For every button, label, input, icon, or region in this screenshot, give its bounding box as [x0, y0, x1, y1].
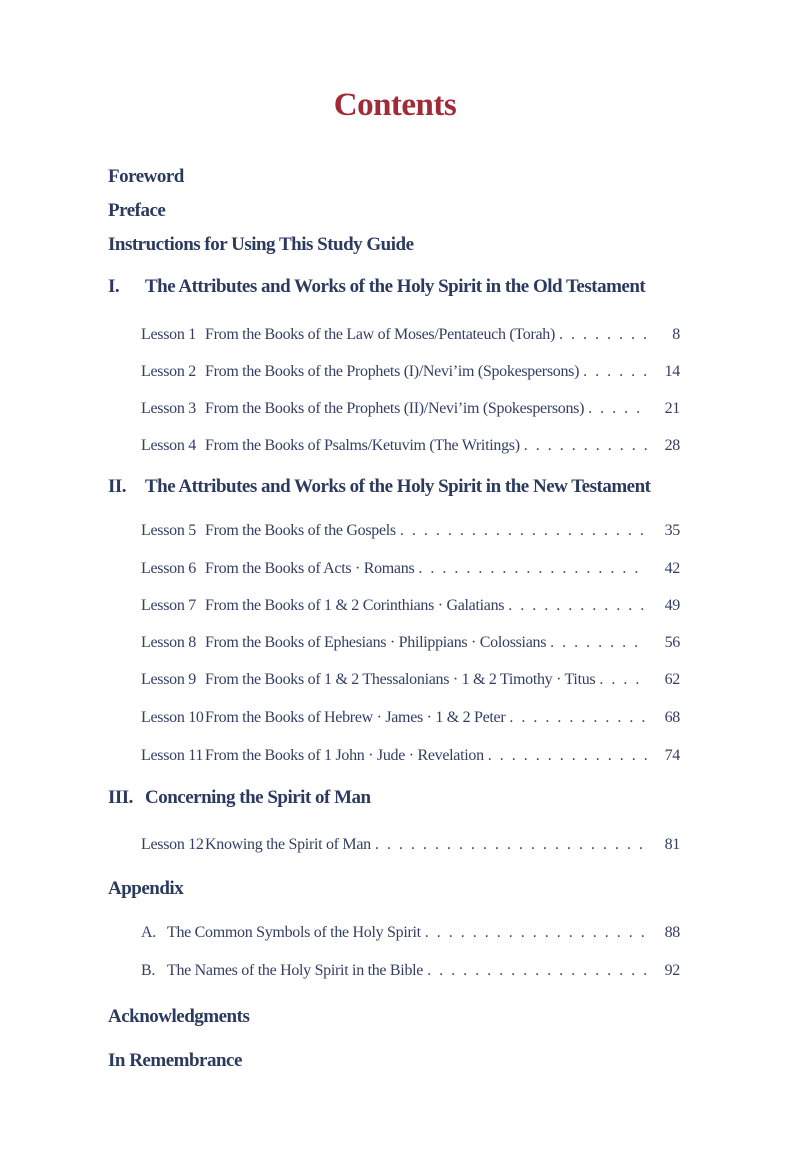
dot-leader — [427, 961, 647, 980]
page-number: 62 — [664, 671, 680, 688]
dot-leader — [488, 746, 647, 765]
lesson-title: From the Books of 1 & 2 Thessalonians · 1 & 2 Timothy · Titus — [205, 671, 596, 688]
page-number: 92 — [664, 962, 680, 979]
entry-label: Acknowledgments — [108, 1006, 250, 1027]
toc-entry-lesson-12 — [141, 835, 680, 854]
dot-leader — [550, 633, 647, 652]
page-title: Contents — [333, 87, 457, 123]
toc-entry-lesson-8 — [141, 633, 680, 652]
appendix-item-label: B. — [141, 962, 156, 979]
lesson-label: Lesson 10 — [141, 709, 204, 726]
entry-label: Instructions for Using This Study Guide — [108, 234, 414, 255]
toc-entry-instructions — [108, 235, 680, 254]
section-title: The Attributes and Works of the Holy Spirit in the New Testament — [145, 476, 651, 497]
page-number: 28 — [664, 437, 680, 454]
toc-entry-preface — [108, 201, 680, 220]
section-numeral: II. — [108, 476, 127, 497]
dot-leader — [599, 670, 647, 689]
toc-entry-in-remembrance — [108, 1051, 680, 1070]
toc-body — [108, 167, 680, 1070]
lesson-title: From the Books of Psalms/Ketuvim (The Writings) — [205, 437, 520, 454]
lesson-title: From the Books of 1 John · Jude · Revelation — [205, 747, 484, 764]
lesson-label: Lesson 6 — [141, 560, 196, 577]
page-number: 35 — [664, 522, 680, 539]
appendix-item-title: The Names of the Holy Spirit in the Bible — [167, 962, 424, 979]
page-number: 42 — [664, 560, 680, 577]
dot-leader — [559, 325, 647, 344]
toc-entry-appendix-b — [141, 961, 680, 980]
section-title: The Attributes and Works of the Holy Spirit in the Old Testament — [145, 276, 646, 297]
dot-leader — [425, 923, 647, 942]
page-number: 81 — [664, 836, 680, 853]
lesson-title: From the Books of the Prophets (I)/Nevi’im (Spokespersons) — [205, 363, 580, 380]
toc-entry-lesson-4 — [141, 436, 680, 455]
section-numeral: III. — [108, 787, 133, 808]
page-number: 88 — [664, 924, 680, 941]
section-title: Concerning the Spirit of Man — [145, 787, 371, 808]
entry-label: Preface — [108, 200, 166, 221]
dot-leader — [418, 559, 647, 578]
page-number: 68 — [664, 709, 680, 726]
entry-label: In Remembrance — [108, 1050, 242, 1071]
lesson-label: Lesson 5 — [141, 522, 196, 539]
entry-label: Foreword — [108, 166, 184, 187]
lesson-label: Lesson 3 — [141, 400, 196, 417]
toc-entry-lesson-1 — [141, 325, 680, 344]
dot-leader — [524, 436, 647, 455]
toc-entry-lesson-10 — [141, 708, 680, 727]
page-number: 56 — [664, 634, 680, 651]
lesson-title: Knowing the Spirit of Man — [205, 836, 371, 853]
lesson-label: Lesson 4 — [141, 437, 196, 454]
dot-leader — [583, 362, 647, 381]
section-heading-1 — [108, 277, 680, 296]
dot-leader — [400, 521, 647, 540]
lesson-title: From the Books of Ephesians · Philippians · Colossians — [205, 634, 547, 651]
toc-entry-acknowledgments — [108, 1007, 680, 1026]
lesson-title: From the Books of Acts · Romans — [205, 560, 415, 577]
appendix-item-label: A. — [141, 924, 156, 941]
lesson-label: Lesson 11 — [141, 747, 204, 764]
section-heading-2 — [108, 477, 680, 496]
lesson-label: Lesson 9 — [141, 671, 196, 688]
dot-leader — [588, 399, 647, 418]
page-number: 14 — [664, 363, 680, 380]
section-heading-3 — [108, 788, 680, 807]
toc-entry-foreword — [108, 167, 680, 186]
section-numeral: I. — [108, 276, 120, 297]
lesson-label: Lesson 7 — [141, 597, 196, 614]
toc-entry-lesson-7 — [141, 596, 680, 615]
lesson-label: Lesson 8 — [141, 634, 196, 651]
lesson-label: Lesson 2 — [141, 363, 196, 380]
appendix-item-title: The Common Symbols of the Holy Spirit — [167, 924, 421, 941]
lesson-title: From the Books of Hebrew · James · 1 & 2 Peter — [205, 709, 506, 726]
entry-label: Appendix — [108, 878, 184, 899]
lesson-title: From the Books of 1 & 2 Corinthians · Galatians — [205, 597, 505, 614]
lesson-title: From the Books of the Gospels — [205, 522, 396, 539]
toc-entry-appendix-a — [141, 923, 680, 942]
toc-entry-lesson-9 — [141, 670, 680, 689]
toc-entry-lesson-3 — [141, 399, 680, 418]
toc-entry-lesson-2 — [141, 362, 680, 381]
lesson-title: From the Books of the Law of Moses/Pentateuch (Torah) — [205, 326, 556, 343]
lesson-title: From the Books of the Prophets (II)/Nevi’im (Spokespersons) — [205, 400, 585, 417]
page-number: 49 — [664, 597, 680, 614]
toc-entry-lesson-11 — [141, 746, 680, 765]
toc-entry-lesson-5 — [141, 521, 680, 540]
page-number: 21 — [664, 400, 680, 417]
dot-leader — [375, 835, 647, 854]
page-number: 74 — [664, 747, 680, 764]
toc-entry-appendix — [108, 879, 680, 898]
page-number: 8 — [672, 326, 680, 343]
dot-leader — [509, 708, 647, 727]
toc-entry-lesson-6 — [141, 559, 680, 578]
lesson-label: Lesson 1 — [141, 326, 196, 343]
lesson-label: Lesson 12 — [141, 836, 204, 853]
dot-leader — [508, 596, 647, 615]
